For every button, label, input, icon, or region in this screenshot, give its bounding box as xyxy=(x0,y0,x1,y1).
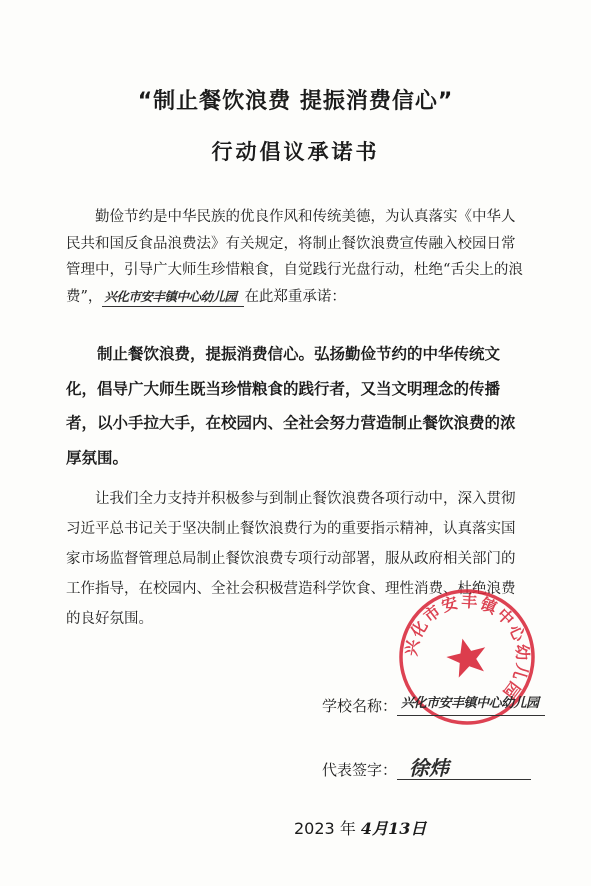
date-year: 2023 xyxy=(294,819,335,838)
school-name-label: 学校名称： xyxy=(322,697,398,715)
intro-paragraph-text: 勤俭节约是中华民族的优良作风和传统美德，为认真落实《中华人民共和国反食品浪费法》有关规定，将制止餐饮浪费宣传融入校园日常管理中，引导广大师生珍惜粮食，自觉践行光盘行动，杜绝“舌尖上的浪费”， xyxy=(66,209,523,305)
date-month-day: 4月13日 xyxy=(360,819,427,838)
intro-paragraph xyxy=(66,204,528,310)
date-year-unit: 年 xyxy=(339,819,356,838)
seal-ring-text: 兴化市安丰镇中心幼儿园 xyxy=(401,591,533,704)
intro-paragraph-tail: 在此郑重承诺： xyxy=(244,288,346,305)
document-title-line1: “制止餐饮浪费 提振消费信心” xyxy=(137,89,454,114)
school-name-row xyxy=(322,694,545,716)
representative-signature: 徐炜 xyxy=(397,758,531,780)
school-name-value: 兴化市安丰镇中心幼儿园 xyxy=(397,694,545,716)
document-title-line2: 行动倡议承诺书 xyxy=(211,140,380,164)
representative-signature-label: 代表签字： xyxy=(322,761,398,779)
signing-date xyxy=(294,816,426,839)
commitment-paragraph: 制止餐饮浪费，提振消费信心。弘扬勤俭节约的中华传统文化，倡导广大师生既当珍惜粮食的践行者，又当文明理念的传播者，以小手拉大手，在校园内、全社会努力营造制止餐饮浪费的浓厚氛围。 xyxy=(66,345,516,467)
action-paragraph: 让我们全力支持并积极参与到制止餐饮浪费各项行动中，深入贯彻习近平总书记关于坚决制止餐饮浪费行为的重要指示精神，认真落实国家市场监督管理总局制止餐饮浪费专项行动部署，服从政府相关部门的工作指导，在校园内、全社会积极营造科学饮食、理性消费、杜绝浪费的良好氛围。 xyxy=(66,491,516,627)
handwritten-school-name: 兴化市安丰镇中心幼儿园 xyxy=(102,289,244,307)
representative-signature-row xyxy=(322,758,531,780)
seal-star-icon xyxy=(443,634,491,680)
